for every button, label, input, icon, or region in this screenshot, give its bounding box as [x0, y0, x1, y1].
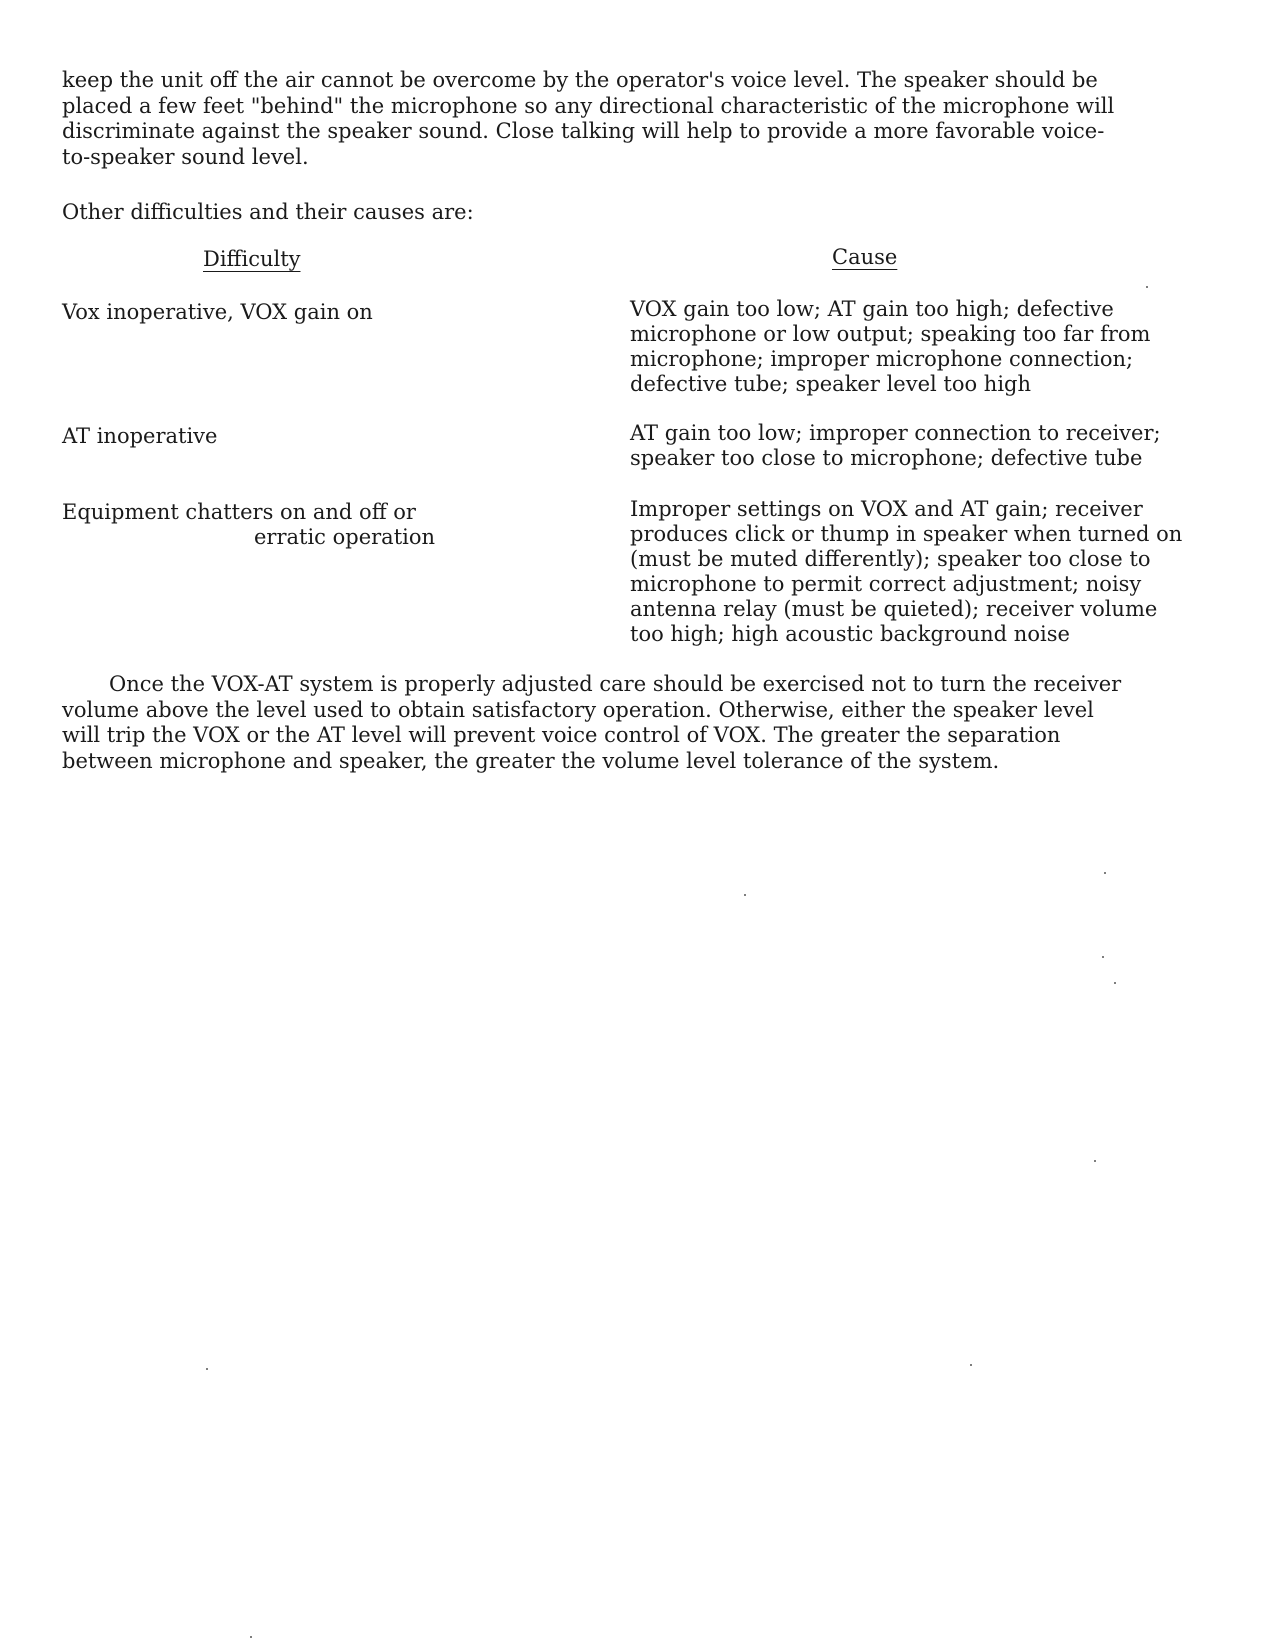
closing-paragraph	[62, 672, 1212, 774]
difficulty-line: Vox inoperative, VOX gain on	[62, 300, 373, 324]
difficulty-column-header: Difficulty	[203, 247, 301, 271]
scan-speck	[1146, 286, 1148, 288]
cause-cell	[630, 421, 1210, 471]
cause-line: (must be muted differently); speaker too close to	[630, 547, 1151, 571]
closing-line: between microphone and speaker, the greater the volume level tolerance of the system.	[62, 748, 1000, 773]
closing-line: volume above the level used to obtain satisfactory operation. Otherwise, either the speaker level	[62, 697, 1094, 722]
difficulty-line: erratic operation	[254, 525, 436, 549]
cause-line: speaker too close to microphone; defective tube	[630, 446, 1143, 470]
scan-speck	[206, 1368, 208, 1370]
scan-speck	[970, 1364, 972, 1366]
cause-cell	[630, 297, 1210, 397]
cause-line: microphone to permit correct adjustment; noisy	[630, 572, 1142, 596]
intro-line: placed a few feet "behind" the microphone so any directional characteristic of the microphone will	[62, 93, 1115, 118]
scan-speck	[1094, 1160, 1096, 1162]
intro-line: to-speaker sound level.	[62, 144, 309, 169]
cause-column-header: Cause	[832, 245, 898, 269]
difficulty-line: Equipment chatters on and off or	[62, 500, 416, 524]
scan-speck	[1102, 956, 1104, 958]
intro-line: keep the unit off the air cannot be overcome by the operator's voice level. The speaker should be	[62, 68, 1098, 92]
difficulty-cell	[62, 424, 217, 449]
closing-line: will trip the VOX or the AT level will prevent voice control of VOX. The greater the separation	[62, 723, 1061, 747]
closing-line: Once the VOX-AT system is properly adjusted care should be exercised not to turn the receiver	[109, 672, 1122, 696]
cause-cell	[630, 497, 1210, 647]
scan-speck	[744, 894, 746, 896]
cause-line: AT gain too low; improper connection to receiver;	[630, 421, 1161, 445]
cause-line: produces click or thump in speaker when turned on	[630, 522, 1183, 546]
difficulty-line: AT inoperative	[62, 424, 218, 448]
cause-line: Improper settings on VOX and AT gain; receiver	[630, 497, 1143, 521]
cause-line: antenna relay (must be quieted); receiver volume	[630, 597, 1158, 621]
difficulty-cell	[62, 500, 435, 550]
intro-line: discriminate against the speaker sound. Close talking will help to provide a more favorable voice-	[62, 119, 1105, 143]
cause-line: too high; high acoustic background noise	[630, 622, 1070, 646]
cause-line: microphone or low output; speaking too far from	[630, 322, 1151, 346]
difficulty-cell	[62, 300, 373, 325]
cause-line: microphone; improper microphone connection;	[630, 347, 1134, 371]
cause-line: defective tube; speaker level too high	[630, 372, 1032, 396]
scan-speck	[250, 1636, 252, 1638]
scan-speck	[1104, 872, 1106, 874]
cause-line: VOX gain too low; AT gain too high; defective	[630, 297, 1114, 321]
scan-speck	[1114, 982, 1116, 984]
intro-paragraph	[62, 68, 1192, 170]
lead-in-text: Other difficulties and their causes are:	[62, 200, 474, 224]
